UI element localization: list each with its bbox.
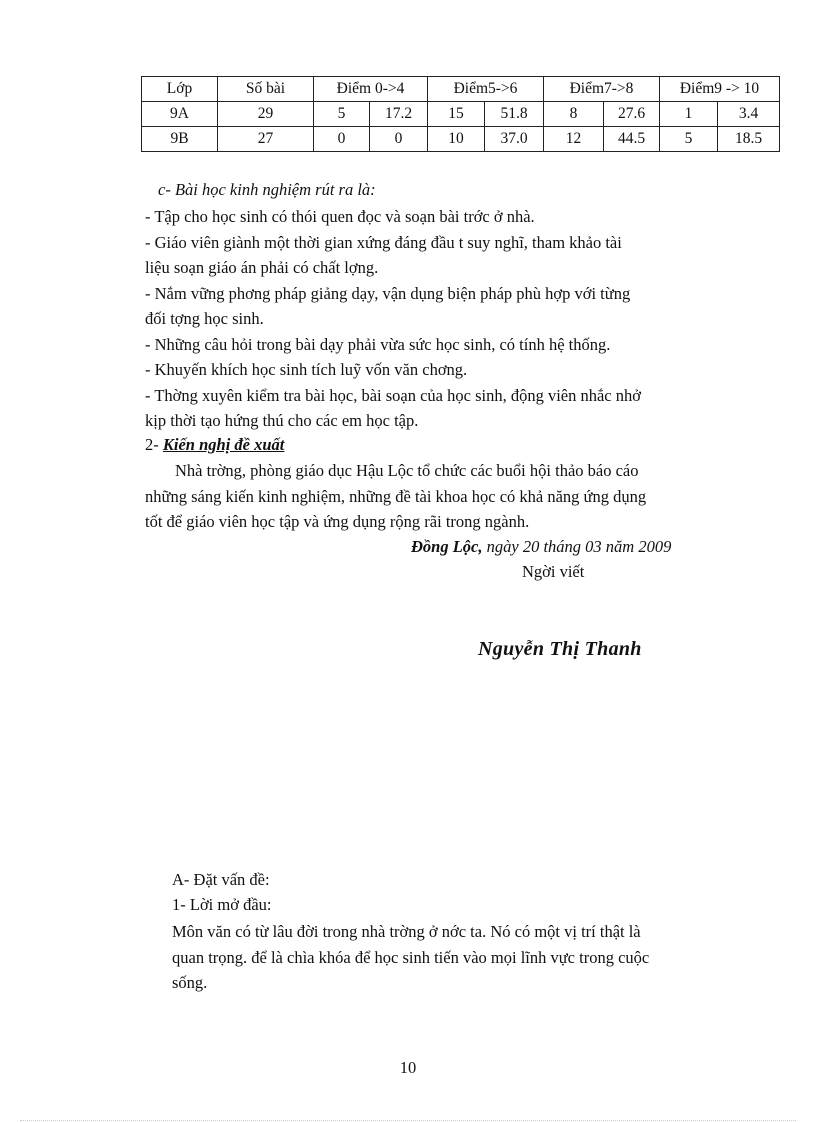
- table-cell: 37.0: [485, 127, 544, 152]
- table-cell: 27.6: [604, 102, 660, 127]
- table-cell: 0: [314, 127, 370, 152]
- header-count: Số bài: [218, 77, 314, 102]
- header-score-7-8: Điểm7->8: [544, 77, 660, 102]
- section-heading-a: A- Đặt vấn đề:: [172, 870, 270, 889]
- table-cell: 0: [370, 127, 428, 152]
- header-score-9-10: Điểm9 -> 10: [660, 77, 780, 102]
- header-class: Lớp: [142, 77, 218, 102]
- table-cell: 10: [428, 127, 485, 152]
- table-cell: 9A: [142, 102, 218, 127]
- table-cell: 1: [660, 102, 718, 127]
- footer-divider: [20, 1120, 796, 1121]
- table-cell: 15: [428, 102, 485, 127]
- table-cell: 12: [544, 127, 604, 152]
- lesson-line: đối tợng học sinh.: [145, 309, 264, 328]
- table-cell: 3.4: [718, 102, 780, 127]
- date-text: ngày 20 tháng 03 năm 2009: [482, 537, 672, 556]
- section-line: sống.: [172, 973, 208, 992]
- lesson-line: - Giáo viên giành một thời gian xứng đáng đầu t suy nghĩ, tham khảo tài: [145, 232, 622, 252]
- lesson-line: - Tập cho học sinh có thói quen đọc và soạn bài trớc ở nhà.: [145, 207, 535, 226]
- proposal-number: 2-: [145, 435, 163, 454]
- lesson-line: kịp thời tạo hứng thú cho các em học tập.: [145, 411, 419, 430]
- page-number: 10: [399, 1058, 417, 1077]
- table-cell: 8: [544, 102, 604, 127]
- proposal-line: Nhà trờng, phòng giáo dục Hậu Lộc tổ chức các buổi hội thảo báo cáo: [175, 461, 639, 480]
- lesson-line: - Khuyến khích học sinh tích luỹ vốn văn chơng.: [145, 360, 468, 379]
- table-row: [142, 127, 780, 152]
- proposal-line: những sáng kiến kinh nghiệm, những đề tài khoa học có khả năng ứng dụng: [145, 486, 647, 506]
- table-row: [142, 102, 780, 127]
- signature: Nguyễn Thị Thanh: [478, 638, 642, 660]
- proposal-title: Kiến nghị đề xuất: [162, 435, 285, 454]
- proposal-heading: [145, 435, 284, 455]
- proposal-text: [145, 458, 739, 535]
- date-line: [411, 537, 671, 557]
- writer-label: Ngời viết: [522, 562, 585, 581]
- table-cell: 5: [314, 102, 370, 127]
- lesson-line: - Nắm vững phơng pháp giảng dạy, vận dụng biện pháp phù hợp với từng: [145, 283, 631, 303]
- table-cell: 29: [218, 102, 314, 127]
- table-cell: 27: [218, 127, 314, 152]
- section-line: quan trọng. để là chìa khóa để học sinh tiến vào mọi lĩnh vực trong cuộc: [172, 947, 650, 967]
- header-score-5-6: Điểm5->6: [428, 77, 544, 102]
- table-cell: 44.5: [604, 127, 660, 152]
- score-table: [141, 76, 780, 152]
- table-cell: 18.5: [718, 127, 780, 152]
- lesson-line: liệu soạn giáo án phải có chất lợng.: [145, 258, 379, 277]
- section-body: [172, 919, 738, 996]
- section-line: Môn văn có từ lâu đời trong nhà trờng ở nớc ta. Nó có một vị trí thật là: [172, 922, 641, 941]
- section-heading-1: 1- Lời mở đầu:: [172, 895, 272, 914]
- header-score-0-4: Điểm 0->4: [314, 77, 428, 102]
- table-cell: 5: [660, 127, 718, 152]
- lessons-heading: c- Bài học kinh nghiệm rút ra là:: [158, 180, 376, 199]
- table-header-row: [142, 77, 780, 102]
- table-cell: 51.8: [485, 102, 544, 127]
- lessons-list: [145, 204, 739, 434]
- lesson-line: - Những câu hỏi trong bài dạy phải vừa sức học sinh, có tính hệ thống.: [145, 334, 611, 354]
- table-cell: 9B: [142, 127, 218, 152]
- lesson-line: - Thờng xuyên kiểm tra bài học, bài soạn của học sinh, động viên nhắc nhở: [145, 385, 641, 405]
- place-name: Đồng Lộc,: [411, 537, 483, 556]
- proposal-line: tốt để giáo viên học tập và ứng dụng rộng rãi trong ngành.: [145, 512, 530, 531]
- table-cell: 17.2: [370, 102, 428, 127]
